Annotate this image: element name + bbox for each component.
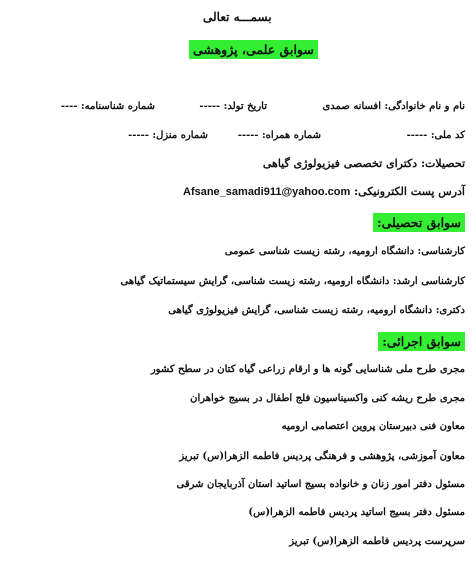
executive-section-title: سوابق اجرائی:: [378, 332, 465, 351]
birth-date-value: -----: [199, 101, 221, 112]
home-phone-row: [128, 130, 208, 141]
education-item: دکتری: دانشگاه ارومیه، رشته زیست شناسی، گرایش فیزیولوژی گیاهی: [168, 305, 465, 316]
mobile-row: [238, 130, 321, 141]
education-row: [263, 157, 465, 170]
executive-item: مسئول دفتر بسیج اساتید پردیس فاطمه الزهرا(س): [248, 507, 465, 518]
name-label: نام و نام خانوادگی:: [384, 101, 465, 112]
executive-item: مجری طرح ملی شناسایی گونه ها و ارقام زراعی گیاه کتان در سطح کشور: [150, 364, 465, 375]
id-number-row: [61, 101, 155, 112]
id-number-value: ----: [60, 101, 78, 112]
education-item: کارشناسی: دانشگاه ارومیه، رشته زیست شناسی عمومی: [224, 246, 465, 257]
bismillah-heading: بسمـــه تعالی: [203, 10, 272, 24]
email-row: [183, 185, 465, 198]
executive-item: مسئول دفتر امور زنان و خانواده بسیج اساتید استان آذربایجان شرقی: [176, 479, 465, 490]
email-value: Afsane_samadi911@yahoo.com: [183, 186, 351, 198]
birth-date-label: تاریخ تولد:: [223, 101, 267, 112]
education-section-title: سوابق تحصیلی:: [373, 213, 465, 232]
executive-item: مجری طرح ریشه کنی واکسیناسیون فلج اطفال در بسیج خواهران: [190, 393, 465, 404]
name-row: [322, 101, 465, 112]
mobile-label: شماره همراه:: [261, 130, 321, 141]
mobile-value: -----: [237, 130, 259, 141]
executive-item: سرپرست پردیس فاطمه الزهرا(س) تبریز: [289, 536, 465, 547]
national-code-row: [407, 130, 465, 141]
home-phone-label: شماره منزل:: [152, 130, 208, 141]
national-code-value: -----: [406, 130, 428, 141]
executive-item: معاون فنی دبیرستان پروین اعتصامی ارومیه: [281, 421, 465, 432]
email-label: آدرس پست الکترونیکی:: [354, 185, 465, 198]
executive-item: معاون آموزشی، پژوهشی و فرهنگی پردیس فاطمه الزهرا(س) تبریز: [179, 451, 465, 462]
page-title: سوابق علمی، پژوهشی: [189, 40, 318, 59]
home-phone-value: -----: [128, 130, 149, 141]
id-number-label: شماره شناسنامه:: [80, 101, 155, 112]
education-item: کارشناسی ارشد: دانشگاه ارومیه، رشته زیست شناسی، گرایش سیستماتیک گیاهی: [120, 276, 465, 287]
name-value: افسانه صمدی: [322, 101, 381, 112]
education-value: دکترای تخصصی فیزیولوژی گیاهی: [262, 157, 418, 170]
national-code-label: کد ملی:: [430, 130, 465, 141]
birth-date-row: [199, 101, 267, 112]
education-label: تحصیلات:: [421, 157, 465, 170]
